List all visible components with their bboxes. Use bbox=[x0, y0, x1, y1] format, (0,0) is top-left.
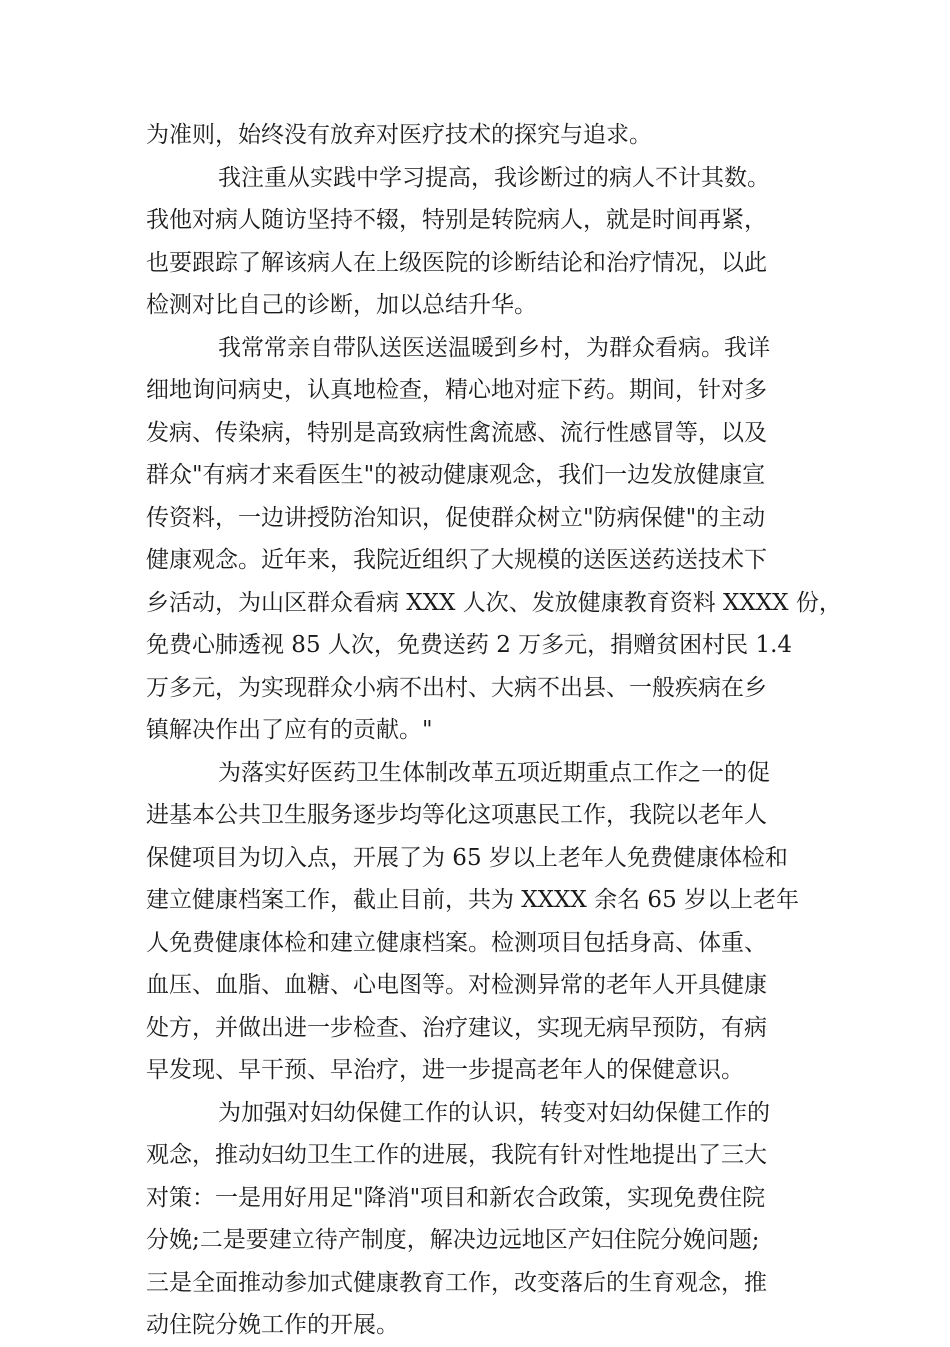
text-line: 三是全面推动参加式健康教育工作，改变落后的生育观念，推 bbox=[146, 1269, 767, 1296]
text-line: 免费心肺透视 85 人次，免费送药 2 万多元，捐赠贫困村民 1.4 bbox=[146, 632, 793, 658]
text-line: 我注重从实践中学习提高，我诊断过的病人不计其数。 bbox=[218, 164, 770, 191]
text-line: 建立健康档案工作，截止目前，共为 XXXX 余名 65 岁以上老年 bbox=[146, 887, 800, 913]
text-line: 分娩;二是要建立待产制度，解决边远地区产妇住院分娩问题; bbox=[146, 1227, 760, 1253]
text-line: 为加强对妇幼保健工作的认识，转变对妇幼保健工作的 bbox=[218, 1099, 770, 1126]
text-line: 血压、血脂、血糖、心电图等。对检测异常的老年人开具健康 bbox=[146, 972, 767, 998]
text-line: 万多元，为实现群众小病不出村、大病不出县、一般疾病在乡 bbox=[146, 674, 767, 701]
text-line: 我他对病人随访坚持不辍，特别是转院病人，就是时间再紧， bbox=[146, 207, 767, 233]
text-line: 镇解决作出了应有的贡献。" bbox=[146, 717, 433, 743]
text-line: 群众"有病才来看医生"的被动健康观念，我们一边发放健康宣 bbox=[146, 462, 766, 488]
text-line: 乡活动，为山区群众看病 XXX 人次、发放健康教育资料 XXXX 份， bbox=[146, 589, 842, 616]
text-line: 早发现、早干预、早治疗，进一步提高老年人的保健意识。 bbox=[146, 1057, 744, 1083]
text-line: 保健项目为切入点，开展了为 65 岁以上老年人免费健康体检和 bbox=[146, 844, 788, 871]
text-line: 细地询问病史，认真地检查，精心地对症下药。期间，针对多 bbox=[146, 377, 767, 403]
text-line: 处方，并做出进一步检查、治疗建议，实现无病早预防，有病 bbox=[146, 1014, 767, 1041]
text-line: 人免费健康体检和建立健康档案。检测项目包括身高、体重、 bbox=[146, 929, 767, 956]
text-line: 为落实好医药卫生体制改革五项近期重点工作之一的促 bbox=[218, 759, 770, 786]
text-line: 对策：一是用好用足"降消"项目和新农合政策，实现免费住院 bbox=[146, 1184, 766, 1211]
text-line: 也要跟踪了解该病人在上级医院的诊断结论和治疗情况，以此 bbox=[146, 249, 767, 276]
text-line: 健康观念。近年来，我院近组织了大规模的送医送药送技术下 bbox=[146, 547, 767, 573]
text-line: 进基本公共卫生服务逐步均等化这项惠民工作，我院以老年人 bbox=[146, 802, 767, 828]
text-line: 我常常亲自带队送医送温暖到乡村，为群众看病。我详 bbox=[218, 334, 770, 361]
text-line: 发病、传染病，特别是高致病性禽流感、流行性感冒等，以及 bbox=[146, 419, 767, 446]
text-line: 为准则，始终没有放弃对医疗技术的探究与追求。 bbox=[146, 122, 652, 148]
text-line: 动住院分娩工作的开展。 bbox=[146, 1312, 399, 1338]
text-line: 观念，推动妇幼卫生工作的进展，我院有针对性地提出了三大 bbox=[146, 1142, 767, 1168]
text-line: 传资料，一边讲授防治知识，促使群众树立"防病保健"的主动 bbox=[146, 504, 766, 531]
document-body bbox=[146, 114, 842, 1347]
text-line: 检测对比自己的诊断，加以总结升华。 bbox=[146, 292, 537, 318]
